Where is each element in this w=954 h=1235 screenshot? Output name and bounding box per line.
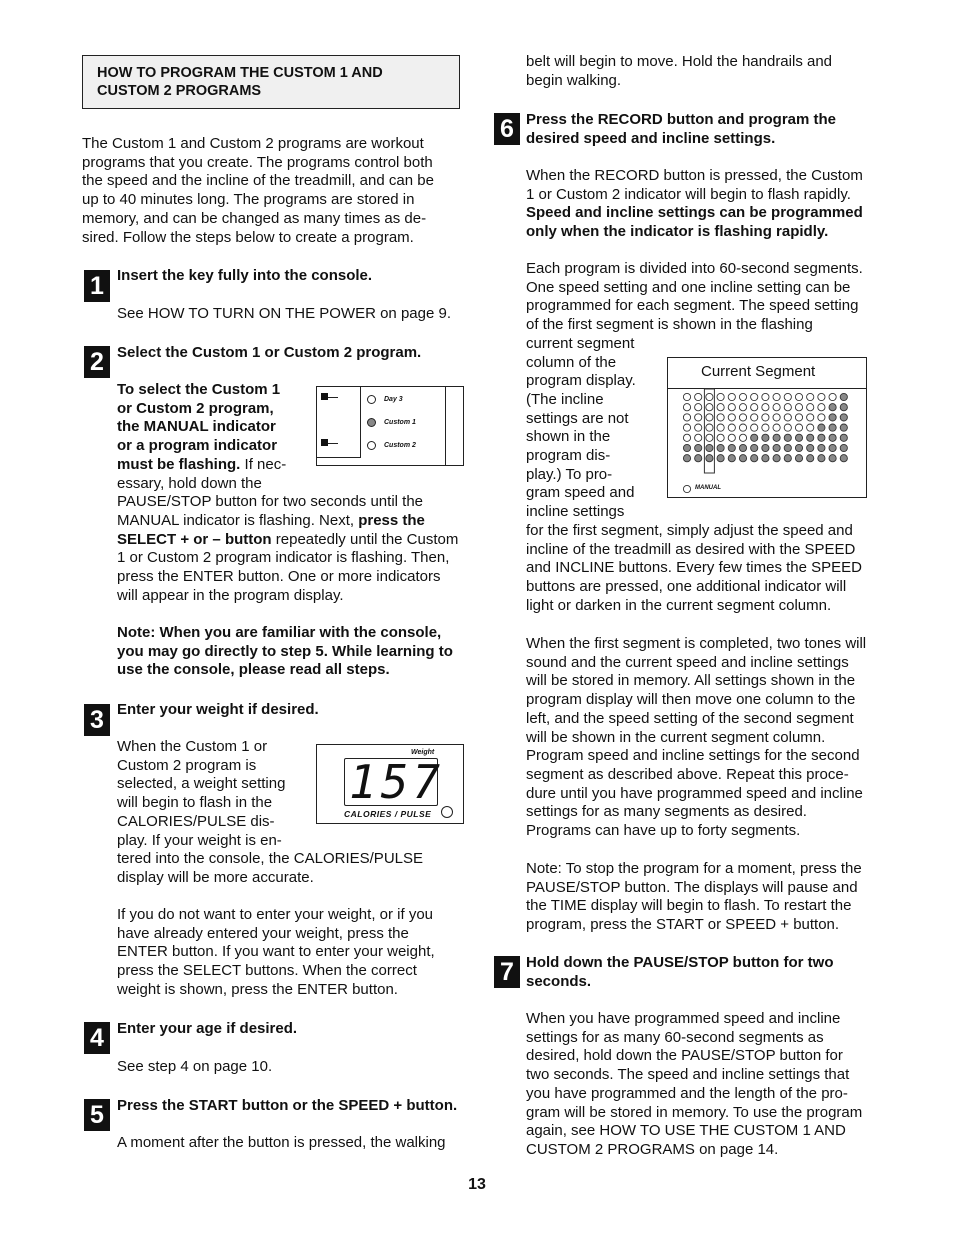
led-unlit <box>773 393 780 400</box>
led-lit <box>784 434 791 441</box>
led-lit <box>683 455 690 462</box>
step-6-line: current segment <box>526 334 635 352</box>
led-unlit <box>695 424 702 431</box>
led-unlit <box>739 393 746 400</box>
led-lit <box>840 404 847 411</box>
step-3-line: display will be more accurate. <box>117 868 314 886</box>
step-3-number: 3 <box>84 704 110 736</box>
step-6-heading-line: Press the RECORD button and program the <box>526 111 837 128</box>
manual-led <box>683 485 690 492</box>
step-2-line: the MANUAL indicator <box>117 418 276 436</box>
intro-line: programs that you create. The programs control both <box>82 153 433 171</box>
step-6-para-1 <box>526 167 863 242</box>
led-unlit <box>773 414 780 421</box>
led-lit <box>706 444 713 451</box>
step-3-line: tered into the console, the CALORIES/PULSE <box>117 850 423 868</box>
led-lit <box>829 444 836 451</box>
step-2-line <box>117 512 458 531</box>
step-3-line: have already entered your weight, press the <box>117 924 409 942</box>
step-6-line: 1 or Custom 2 indicator will begin to flash rapidly. <box>526 185 851 203</box>
step-6-line: will be shown in the current segment column. <box>526 728 826 746</box>
led-lit <box>784 455 791 462</box>
led-lit <box>829 414 836 421</box>
led-lit <box>784 444 791 451</box>
step-3-line: CALORIES/PULSE dis- <box>117 812 275 830</box>
step-6-line: incline settings <box>526 503 625 521</box>
led-unlit <box>739 434 746 441</box>
manual-label: MANUAL <box>695 485 721 491</box>
led-unlit <box>695 404 702 411</box>
custom-2-led <box>367 441 376 450</box>
led-lit <box>818 434 825 441</box>
step-6-number: 6 <box>494 113 520 145</box>
step-2-number: 2 <box>84 346 110 378</box>
led-lit <box>807 455 814 462</box>
led-unlit <box>751 393 758 400</box>
step-2-heading: Select the Custom 1 or Custom 2 program. <box>117 344 422 361</box>
step-7-line: desired, hold down the PAUSE/STOP button for <box>526 1047 843 1065</box>
step-6-line: settings are not <box>526 409 629 427</box>
step-3-line: play. If your weight is en- <box>117 831 282 849</box>
step-2-line <box>117 531 458 550</box>
led-unlit <box>829 393 836 400</box>
section-title-line-2: CUSTOM 2 PROGRAMS <box>97 83 262 99</box>
step-2-line: or a program indicator <box>117 437 278 455</box>
led-lit <box>807 444 814 451</box>
led-unlit <box>706 393 713 400</box>
led-lit <box>773 444 780 451</box>
intro-line: sired. Follow the steps below to create a program. <box>82 228 414 246</box>
led-unlit <box>683 414 690 421</box>
step-1-heading: Insert the key fully into the console. <box>117 267 373 284</box>
step-7-heading <box>526 954 833 991</box>
current-segment-caption: Current Segment <box>701 363 816 380</box>
program-display-panel <box>667 357 867 498</box>
led-lit <box>829 455 836 462</box>
step-2-bold: SELECT + or – button <box>117 530 272 548</box>
step-7-heading-line: seconds. <box>526 972 592 990</box>
led-unlit <box>695 414 702 421</box>
step-3-line: press the SELECT buttons. When the correct <box>117 962 417 980</box>
custom-1-label: Custom 1 <box>384 419 416 426</box>
led-unlit <box>762 393 769 400</box>
led-lit <box>762 444 769 451</box>
led-unlit <box>739 404 746 411</box>
step-6-line: buttons are pressed, one additional indicator will <box>526 577 847 595</box>
led-unlit <box>706 424 713 431</box>
step-3-line: weight is shown, press the ENTER button. <box>117 980 398 998</box>
led-unlit <box>717 414 724 421</box>
step-2-regular: MANUAL indicator is flashing. Next, <box>117 511 359 529</box>
weight-display-panel <box>316 744 464 824</box>
note-line: you may go directly to step 5. While learning to <box>117 642 453 660</box>
step-5-number: 5 <box>84 1099 110 1131</box>
indicator-led-lit <box>321 393 328 400</box>
led-unlit <box>795 404 802 411</box>
step-6-line: gram speed and <box>526 484 635 502</box>
led-unlit <box>706 404 713 411</box>
indicator-tick <box>328 443 338 444</box>
led-lit <box>840 434 847 441</box>
step-6-para-4 <box>526 860 862 935</box>
led-unlit <box>728 424 735 431</box>
led-unlit <box>807 424 814 431</box>
led-lit <box>818 455 825 462</box>
led-lit <box>706 455 713 462</box>
step-5-line: belt will begin to move. Hold the handrails and <box>526 53 833 70</box>
led-matrix <box>668 358 866 497</box>
calories-pulse-led <box>441 806 453 818</box>
led-lit <box>840 424 847 431</box>
step-4-number: 4 <box>84 1022 110 1054</box>
led-unlit <box>728 434 735 441</box>
led-lit <box>840 393 847 400</box>
step-2-line: PAUSE/STOP button for two seconds until the <box>117 493 423 511</box>
led-unlit <box>762 414 769 421</box>
led-unlit <box>818 414 825 421</box>
intro-line: the speed and the incline of the treadmill, and can be <box>82 172 434 190</box>
custom-2-label: Custom 2 <box>384 442 416 449</box>
step-6-line: One speed setting and one incline setting can be <box>526 278 851 296</box>
step-6-line: Program speed and incline settings for the second <box>526 747 860 765</box>
step-6-line: program display will then move one column to the <box>526 691 856 709</box>
step-7-line: CUSTOM 2 PROGRAMS on page 14. <box>526 1140 779 1158</box>
step-2-bold: press the <box>358 511 425 529</box>
step-6-line: programmed for each segment. The speed setting <box>526 297 859 315</box>
step-7-line: settings for as many 60-second segments as <box>526 1028 824 1046</box>
led-unlit <box>717 404 724 411</box>
step-6-line: the TIME display will begin to flash. To restart the <box>526 897 852 915</box>
step-6-line: and INCLINE buttons. Every few times the SPEED <box>526 559 862 577</box>
led-lit <box>751 434 758 441</box>
led-unlit <box>762 424 769 431</box>
step-6-line: program, press the START or SPEED + button. <box>526 916 840 934</box>
step-3-line: ENTER button. If you want to enter your weight, <box>117 943 435 961</box>
led-lit <box>795 455 802 462</box>
step-3-line: selected, a weight setting <box>117 775 286 793</box>
step-3-heading: Enter your weight if desired. <box>117 701 319 718</box>
led-unlit <box>739 424 746 431</box>
step-7-heading-line: Hold down the PAUSE/STOP button for two <box>526 954 834 971</box>
step-3-para-2 <box>117 906 435 1000</box>
led-unlit <box>695 434 702 441</box>
step-6-line: segment as described above. Repeat this proce- <box>526 765 849 783</box>
led-unlit <box>795 424 802 431</box>
led-lit <box>795 444 802 451</box>
step-2-line: will appear in the program display. <box>117 586 344 604</box>
led-unlit <box>751 424 758 431</box>
led-unlit <box>683 424 690 431</box>
led-unlit <box>773 404 780 411</box>
step-6-line: PAUSE/STOP button. The displays will pause and <box>526 878 858 896</box>
led-lit <box>717 455 724 462</box>
led-lit <box>695 444 702 451</box>
step-3-line: Custom 2 program is <box>117 756 257 774</box>
led-lit <box>762 434 769 441</box>
indicator-column <box>317 387 361 458</box>
step-2-line: To select the Custom 1 <box>117 381 281 398</box>
led-unlit <box>807 404 814 411</box>
led-unlit <box>762 404 769 411</box>
step-2-line: or Custom 2 program, <box>117 399 274 417</box>
led-lit <box>840 414 847 421</box>
step-5-line: begin walking. <box>526 71 622 89</box>
led-unlit <box>683 434 690 441</box>
led-lit <box>829 404 836 411</box>
led-lit <box>818 444 825 451</box>
led-unlit <box>717 434 724 441</box>
led-unlit <box>728 393 735 400</box>
step-6-line: left, and the speed setting of the second segment <box>526 709 854 727</box>
step-7-line: two seconds. The speed and incline settings that <box>526 1066 850 1084</box>
led-unlit <box>683 393 690 400</box>
led-lit <box>683 444 690 451</box>
led-lit <box>795 434 802 441</box>
step-7-line: gram will be stored in memory. To use the program <box>526 1103 863 1121</box>
step-6-line: When the first segment is completed, two tones will <box>526 635 867 652</box>
led-unlit <box>818 404 825 411</box>
page-number: 13 <box>468 1176 486 1193</box>
step-7-line: you have programmed and the length of the pro- <box>526 1084 848 1102</box>
intro-line: The Custom 1 and Custom 2 programs are workout <box>82 135 424 152</box>
indicator-tick <box>328 397 338 398</box>
step-6-line: column of the <box>526 353 617 371</box>
led-unlit <box>717 424 724 431</box>
section-title-box <box>82 55 460 109</box>
step-3-line: If you do not want to enter your weight, or if you <box>117 906 434 923</box>
step-5-text: A moment after the button is pressed, the walking <box>117 1134 446 1151</box>
led-lit <box>807 434 814 441</box>
step-6-line: settings for as many segments as desired. <box>526 803 807 821</box>
led-lit <box>728 444 735 451</box>
led-lit <box>751 455 758 462</box>
step-1-number: 1 <box>84 270 110 302</box>
led-unlit <box>784 404 791 411</box>
indicator-led-lit <box>321 439 328 446</box>
step-4-heading: Enter your age if desired. <box>117 1020 298 1037</box>
led-lit <box>818 424 825 431</box>
led-unlit <box>706 414 713 421</box>
led-unlit <box>751 414 758 421</box>
step-2-line: essary, hold down the <box>117 474 262 492</box>
led-lit <box>773 434 780 441</box>
step-3-line: When the Custom 1 or <box>117 738 268 755</box>
led-lit <box>840 455 847 462</box>
note-line: use the console, please read all steps. <box>117 661 390 679</box>
step-7-line: again, see HOW TO USE THE CUSTOM 1 AND <box>526 1122 846 1140</box>
led-lit <box>728 455 735 462</box>
step-2-note <box>117 624 453 680</box>
intro-line: memory, and can be changed as many times as de- <box>82 209 427 227</box>
led-unlit <box>706 434 713 441</box>
led-lit <box>829 434 836 441</box>
led-lit <box>717 444 724 451</box>
step-6-line: for the first segment, simply adjust the speed and <box>526 521 853 539</box>
program-indicator-panel <box>316 386 464 466</box>
led-unlit <box>695 393 702 400</box>
step-2-regular: If nec- <box>240 455 287 473</box>
weight-value: 157 <box>349 755 445 809</box>
led-unlit <box>807 393 814 400</box>
led-lit <box>773 455 780 462</box>
step-6-line: incline of the treadmill as desired with the SPEED <box>526 540 856 558</box>
intro-paragraph <box>82 135 434 247</box>
led-unlit <box>818 393 825 400</box>
led-unlit <box>795 414 802 421</box>
step-7-line: When you have programmed speed and incline <box>526 1010 841 1027</box>
note-line: Note: When you are familiar with the console, <box>117 624 442 641</box>
day-3-led <box>367 395 376 404</box>
led-lit <box>695 455 702 462</box>
step-6-heading <box>526 111 836 148</box>
step-6-line: of the first segment is shown in the flashing <box>526 316 813 334</box>
step-1-text: See HOW TO TURN ON THE POWER on page 9. <box>117 305 451 322</box>
led-unlit <box>784 414 791 421</box>
day-3-label: Day 3 <box>384 396 403 403</box>
step-2-line: press the ENTER button. One or more indicators <box>117 568 441 586</box>
led-unlit <box>739 414 746 421</box>
led-lit <box>751 444 758 451</box>
led-unlit <box>751 404 758 411</box>
led-unlit <box>795 393 802 400</box>
led-unlit <box>807 414 814 421</box>
step-6-line: light or darken in the current segment column. <box>526 596 832 614</box>
step-6-line: only when the indicator is flashing rapidly. <box>526 223 829 241</box>
step-2-bold: must be flashing. <box>117 455 241 473</box>
led-lit <box>762 455 769 462</box>
led-unlit <box>784 393 791 400</box>
led-lit <box>739 455 746 462</box>
panel-divider <box>445 387 446 465</box>
step-6-line: sound and the current speed and incline settings <box>526 653 849 671</box>
step-7-body <box>526 1010 862 1160</box>
led-lit <box>829 424 836 431</box>
step-6-line: When the RECORD button is pressed, the Custom <box>526 167 863 184</box>
step-2-line: 1 or Custom 2 program indicator is flashing. Then, <box>117 549 450 567</box>
step-6-line: program dis- <box>526 447 611 465</box>
custom-1-led <box>367 418 376 427</box>
step-2-regular: repeatedly until the Custom <box>271 530 459 548</box>
section-title-line-1: HOW TO PROGRAM THE CUSTOM 1 AND <box>97 65 383 81</box>
led-unlit <box>773 424 780 431</box>
step-6-heading-line: desired speed and incline settings. <box>526 129 776 147</box>
step-6-para-3 <box>526 635 866 841</box>
step-6-line: (The incline <box>526 390 604 408</box>
step-6-line: Each program is divided into 60-second segments. <box>526 260 863 277</box>
step-5-heading: Press the START button or the SPEED + button. <box>117 1097 458 1114</box>
step-7-number: 7 <box>494 956 520 988</box>
step-6-line: play.) To pro- <box>526 465 613 483</box>
step-6-line: Note: To stop the program for a moment, press the <box>526 860 862 877</box>
intro-line: up to 40 minutes long. The programs are stored in <box>82 191 415 209</box>
led-lit <box>840 444 847 451</box>
led-unlit <box>717 393 724 400</box>
calories-pulse-label: CALORIES / PULSE <box>344 809 432 819</box>
step-6-line: dure until you have programmed speed and incline <box>526 784 863 802</box>
step-5-continued <box>526 53 832 90</box>
weight-lcd <box>344 755 445 809</box>
step-6-line: Speed and incline settings can be programmed <box>526 204 863 222</box>
led-unlit <box>728 414 735 421</box>
step-6-line: shown in the <box>526 428 611 446</box>
step-6-line: program display. <box>526 372 636 390</box>
step-3-line: will begin to flash in the <box>117 794 273 812</box>
step-6-line: Programs can have up to forty segments. <box>526 822 801 840</box>
led-unlit <box>683 404 690 411</box>
led-unlit <box>728 404 735 411</box>
led-lit <box>739 444 746 451</box>
step-4-text: See step 4 on page 10. <box>117 1058 273 1075</box>
step-6-line: will be stored in memory. All settings shown in the <box>526 672 856 690</box>
weight-label: Weight <box>411 749 435 756</box>
led-unlit <box>784 424 791 431</box>
